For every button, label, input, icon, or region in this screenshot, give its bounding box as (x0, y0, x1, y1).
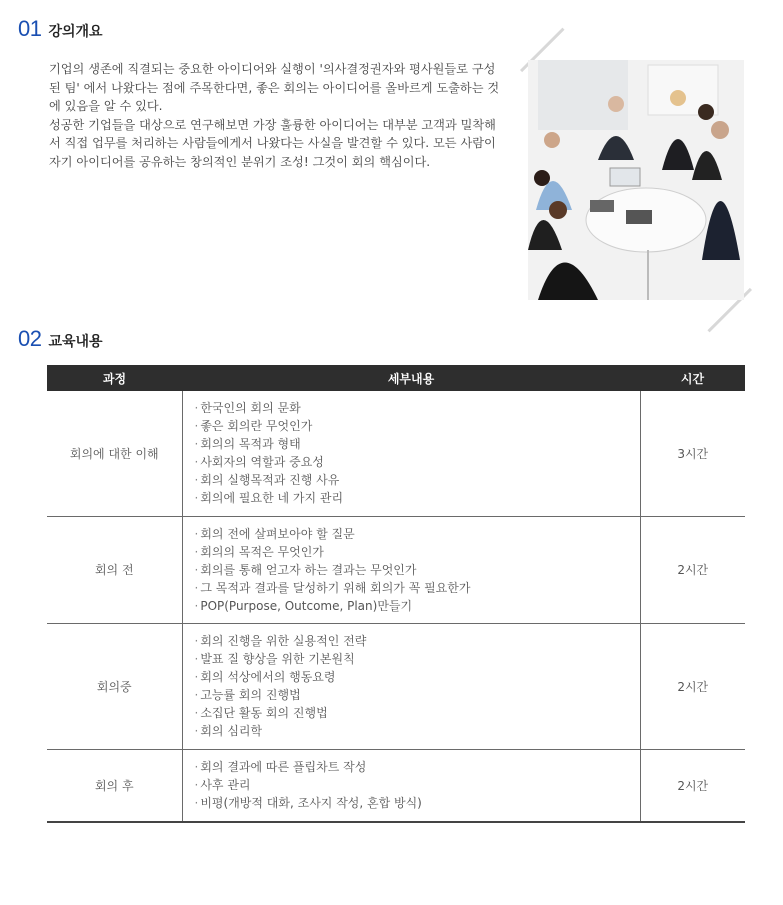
course-name-cell: 회의 전 (47, 516, 182, 623)
detail-item (195, 561, 640, 579)
detail-item (195, 417, 640, 435)
detail-text: 회의의 목적과 형태 (200, 437, 301, 452)
detail-item (195, 650, 640, 668)
detail-item (195, 704, 640, 722)
detail-text: 회의 전에 살펴보아야 할 질문 (200, 526, 355, 541)
course-time-cell: 2시간 (640, 516, 745, 623)
detail-item (195, 758, 640, 776)
detail-text: 한국인의 회의 문화 (200, 401, 301, 416)
course-name-cell: 회의중 (47, 623, 182, 749)
column-header-course: 과정 (47, 365, 182, 391)
detail-text: 회의 진행을 위한 실용적인 전략 (200, 634, 367, 648)
bullet-dot-icon: · (194, 688, 199, 702)
bullet-dot-icon: · (194, 455, 199, 470)
detail-text: 소집단 활동 회의 진행법 (200, 706, 328, 720)
bullet-dot-icon: · (194, 544, 199, 559)
bullet-dot-icon: · (194, 562, 199, 577)
bullet-dot-icon: · (194, 796, 199, 811)
course-detail-cell (182, 749, 640, 822)
table-row (47, 623, 745, 749)
detail-text: POP(Purpose, Outcome, Plan)만들기 (200, 598, 413, 613)
course-time-cell: 2시간 (640, 623, 745, 749)
section-title: 강의개요 (48, 24, 103, 40)
column-header-details: 세부내용 (182, 365, 640, 391)
section-number: 01 (18, 16, 42, 41)
detail-text: 회의를 통해 얻고자 하는 결과는 무엇인가 (200, 562, 417, 577)
course-time-cell: 2시간 (640, 749, 745, 822)
overview-paragraph: 기업의 생존에 직결되는 중요한 아이디어와 실행이 '의사결정권자와 평사원들로 구성된 팀' 에서 나왔다는 점에 주목한다면, 좋은 회의는 아이디어를 올바르게 도출하는 것에 있음을 알 수 있다. (49, 62, 500, 113)
meeting-photo (528, 60, 744, 300)
detail-text: 회의 석상에서의 행동요령 (200, 670, 336, 684)
detail-item (195, 686, 640, 704)
bullet-dot-icon: · (194, 652, 199, 666)
detail-item (195, 579, 640, 597)
detail-text: 사회자의 역할과 중요성 (200, 455, 324, 470)
bullet-dot-icon: · (194, 724, 199, 738)
overview-paragraph: 성공한 기업들을 대상으로 연구해보면 가장 훌륭한 아이디어는 대부분 고객과 밀착해서 직접 업무를 처리하는 사람들에게서 나왔다는 사실을 발견할 수 있다. 모든 사람이 자기 아이디어를 공유하는 창의적인 분위기 조성! 그것이 회의 핵심이다. (49, 117, 496, 169)
bullet-dot-icon: · (194, 778, 199, 793)
detail-item (195, 668, 640, 686)
detail-item (195, 453, 640, 471)
detail-text: 발표 질 향상을 위한 기본원칙 (200, 652, 355, 666)
detail-item (195, 525, 640, 543)
overview-text (49, 60, 504, 171)
detail-text: 회의의 목적은 무엇인가 (200, 544, 324, 559)
bullet-dot-icon: · (194, 491, 199, 506)
meeting-photo-frame (520, 52, 752, 308)
course-detail-cell (182, 623, 640, 749)
bullet-dot-icon: · (194, 580, 199, 595)
curriculum-table (47, 365, 745, 823)
detail-item (195, 794, 640, 812)
table-row (47, 516, 745, 623)
detail-item (195, 435, 640, 453)
bullet-dot-icon: · (194, 598, 199, 613)
detail-item (195, 543, 640, 561)
bullet-dot-icon: · (194, 473, 199, 488)
detail-text: 회의에 필요한 네 가지 관리 (200, 491, 344, 506)
detail-item (195, 399, 640, 417)
detail-text: 회의 심리학 (200, 724, 263, 738)
section-heading-content (18, 326, 103, 352)
course-name-cell: 회의 후 (47, 749, 182, 822)
table-header-row (47, 365, 745, 391)
course-detail-cell (182, 516, 640, 623)
detail-text: 비평(개방적 대화, 조사지 작성, 혼합 방식) (200, 796, 422, 811)
detail-text: 사후 관리 (200, 778, 251, 793)
detail-item (195, 632, 640, 650)
course-time-cell: 3시간 (640, 391, 745, 516)
detail-item (195, 722, 640, 740)
section-heading-overview (18, 16, 103, 42)
detail-text: 고능률 회의 진행법 (200, 688, 301, 702)
table-row (47, 749, 745, 822)
detail-text: 그 목적과 결과를 달성하기 위해 회의가 꼭 필요한가 (200, 580, 471, 595)
bullet-dot-icon: · (194, 760, 199, 775)
section-number: 02 (18, 326, 42, 351)
detail-item (195, 597, 640, 615)
detail-item (195, 489, 640, 507)
bullet-dot-icon: · (194, 437, 199, 452)
bullet-dot-icon: · (194, 706, 199, 720)
detail-text: 회의 결과에 따른 플립차트 작성 (200, 760, 367, 775)
bullet-dot-icon: · (194, 419, 199, 434)
bullet-dot-icon: · (194, 526, 199, 541)
bullet-dot-icon: · (194, 634, 199, 648)
detail-item (195, 776, 640, 794)
detail-text: 회의 실행목적과 진행 사유 (200, 473, 340, 488)
course-name-cell: 회의에 대한 이해 (47, 391, 182, 516)
detail-item (195, 471, 640, 489)
column-header-time: 시간 (640, 365, 745, 391)
bullet-dot-icon: · (194, 401, 199, 416)
course-detail-cell (182, 391, 640, 516)
bullet-dot-icon: · (194, 670, 199, 684)
section-title: 교육내용 (48, 334, 103, 350)
detail-text: 좋은 회의란 무엇인가 (200, 419, 313, 434)
table-row (47, 391, 745, 516)
